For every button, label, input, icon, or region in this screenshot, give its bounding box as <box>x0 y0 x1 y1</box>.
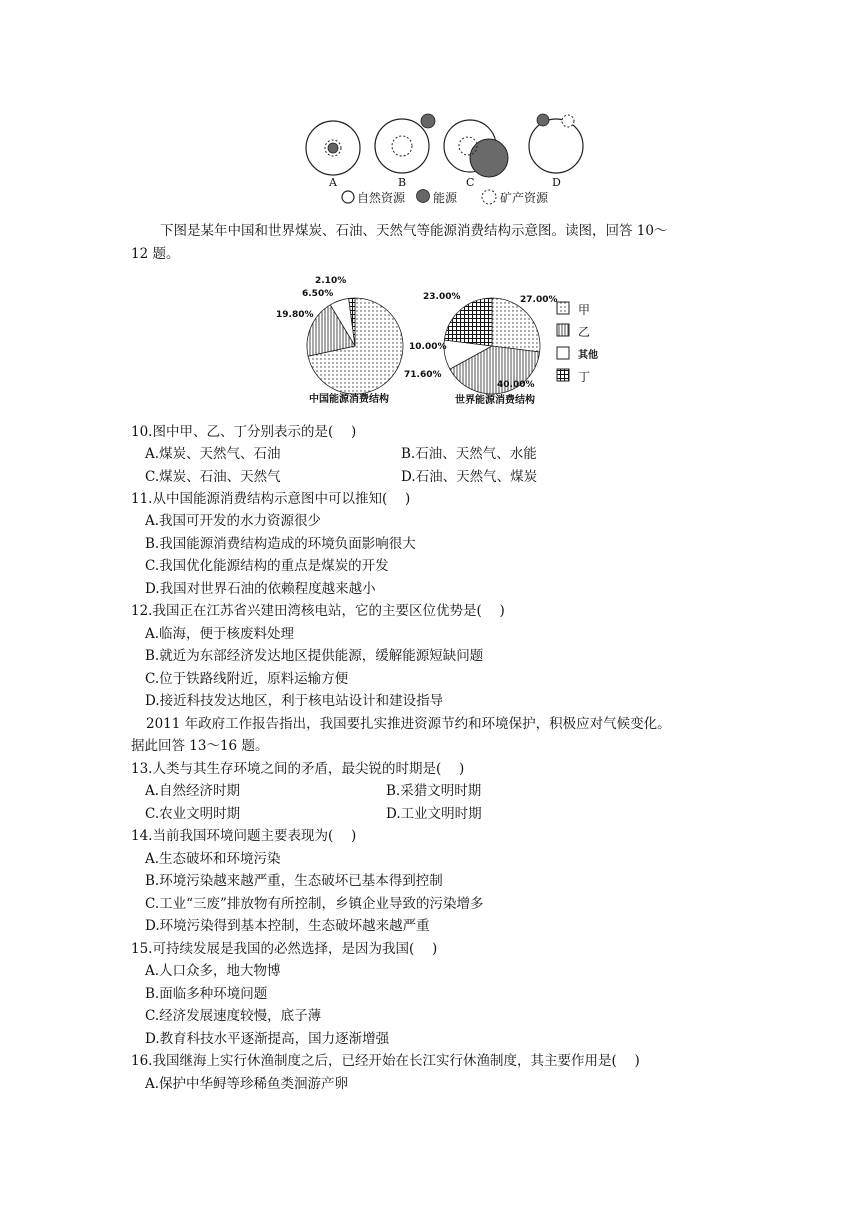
intro-10-12-line1: 下图是某年中国和世界煤炭、石油、天然气等能源消费结构示意图。读图，回答 10～ <box>160 223 668 239</box>
question-11-stem: 11.从中国能源消费结构示意图中可以推知( ) <box>131 491 411 507</box>
question-13-option-b: B.采猎文明时期 <box>386 783 482 799</box>
question-13-option-a: A.自然经济时期 <box>145 783 241 799</box>
label-c: C <box>466 176 475 189</box>
label-b: B <box>398 176 407 189</box>
legend-label-ding: 丁 <box>578 370 591 384</box>
data-label-china-yi: 19.80% <box>276 310 314 320</box>
question-12-option-a: A.临海，便于核废料处理 <box>145 626 295 642</box>
question-12-option-c: C.位于铁路线附近，原料运输方便 <box>145 671 349 687</box>
data-label-china-jia: 71.60% <box>404 370 442 380</box>
question-10-option-c: C.煤炭、石油、天然气 <box>145 469 281 485</box>
pie-title-world: 世界能源消费结构 <box>455 395 535 406</box>
pie-china <box>307 298 403 394</box>
question-10-option-b: B.石油、天然气、水能 <box>401 446 537 462</box>
question-15-stem: 15.可持续发展是我国的必然选择，是因为我国( ) <box>131 941 438 957</box>
legend-box-ding <box>557 369 569 381</box>
legend-box-yi <box>557 324 569 336</box>
pie-title-china: 中国能源消费结构 <box>309 394 389 405</box>
label-a: A <box>329 176 337 189</box>
question-12-option-d: D.接近科技发达地区，利于核电站设计和建设指导 <box>145 693 444 709</box>
question-16-option-a: A.保护中华鲟等珍稀鱼类洄游产卵 <box>145 1076 349 1092</box>
label-d: D <box>552 176 561 189</box>
legend-natural-resources: 自然资源 <box>357 191 406 205</box>
intro-13-16-line2: 据此回答 13～16 题。 <box>131 738 269 754</box>
question-13-option-c: C.农业文明时期 <box>145 806 241 822</box>
question-14-stem: 14.当前我国环境问题主要表现为( ) <box>131 828 357 844</box>
question-10-option-a: A.煤炭、天然气、石油 <box>145 446 281 462</box>
data-label-china-other: 6.50% <box>302 289 334 299</box>
filled-circle-icon <box>417 190 430 203</box>
question-14-option-a: A.生态破坏和环境污染 <box>145 851 281 867</box>
question-11-option-d: D.我国对世界石油的依赖程度越来越小 <box>145 581 376 597</box>
legend-label-other: 其他 <box>578 350 598 361</box>
resource-relation-figure <box>0 0 860 220</box>
legend-box-jia <box>557 302 569 314</box>
question-13-option-d: D.工业文明时期 <box>386 806 482 822</box>
energy-pie-charts <box>0 270 860 410</box>
circle-diagram-a <box>306 121 360 175</box>
question-14-option-c: C.工业“三废”排放物有所控制，乡镇企业导致的污染增多 <box>145 896 484 912</box>
question-12-stem: 12.我国正在江苏省兴建田湾核电站，它的主要区位优势是( ) <box>131 603 505 619</box>
circle-diagram-d <box>529 114 583 173</box>
question-13-stem: 13.人类与其生存环境之间的矛盾，最尖锐的时期是( ) <box>131 761 465 777</box>
question-10-option-d: D.石油、天然气、煤炭 <box>401 469 538 485</box>
question-12-option-b: B.就近为东部经济发达地区提供能源，缓解能源短缺问题 <box>145 648 484 664</box>
legend-label-jia: 甲 <box>578 303 591 317</box>
legend-mineral-resources: 矿产资源 <box>500 191 549 205</box>
question-15-option-c: C.经济发展速度较慢，底子薄 <box>145 1008 322 1024</box>
question-14-option-b: B.环境污染越来越严重，生态破坏已基本得到控制 <box>145 873 443 889</box>
question-15-option-d: D.教育科技水平逐渐提高，国力逐渐增强 <box>145 1031 390 1047</box>
legend-label-yi: 乙 <box>578 325 591 339</box>
intro-13-16-line1: 2011 年政府工作报告指出，我国要扎实推进资源节约和环境保护，积极应对气候变化。 <box>146 716 671 732</box>
pie-slice-world-丁 <box>444 298 492 346</box>
question-11-option-a: A.我国可开发的水力资源很少 <box>145 513 322 529</box>
question-16-stem: 16.我国继海上实行休渔制度之后，已经开始在长江实行休渔制度，其主要作用是( ) <box>131 1053 640 1069</box>
data-label-world-other: 10.00% <box>409 342 447 352</box>
intro-10-12-line2: 12 题。 <box>131 246 180 262</box>
legend-energy: 能源 <box>433 191 458 205</box>
data-label-world-yi: 40.00% <box>497 380 535 390</box>
circle-diagram-b <box>375 114 435 173</box>
pie-slice-world-甲 <box>492 298 540 352</box>
question-11-option-b: B.我国能源消费结构造成的环境负面影响很大 <box>145 536 416 552</box>
question-10-stem: 10.图中甲、乙、丁分别表示的是( ) <box>131 424 357 440</box>
legend-box-other <box>557 347 569 359</box>
data-label-world-ding: 23.00% <box>423 292 461 302</box>
open-circle-icon <box>342 191 354 203</box>
dashed-circle-icon <box>482 190 496 204</box>
question-15-option-a: A.人口众多，地大物博 <box>145 963 281 979</box>
data-label-china-ding: 2.10% <box>315 276 347 286</box>
circle-diagram-c <box>444 120 508 177</box>
question-15-option-b: B.面临多种环境问题 <box>145 986 268 1002</box>
data-label-world-jia: 27.00% <box>520 295 558 305</box>
question-14-option-d: D.环境污染得到基本控制，生态破坏越来越严重 <box>145 918 430 934</box>
question-11-option-c: C.我国优化能源结构的重点是煤炭的开发 <box>145 558 389 574</box>
